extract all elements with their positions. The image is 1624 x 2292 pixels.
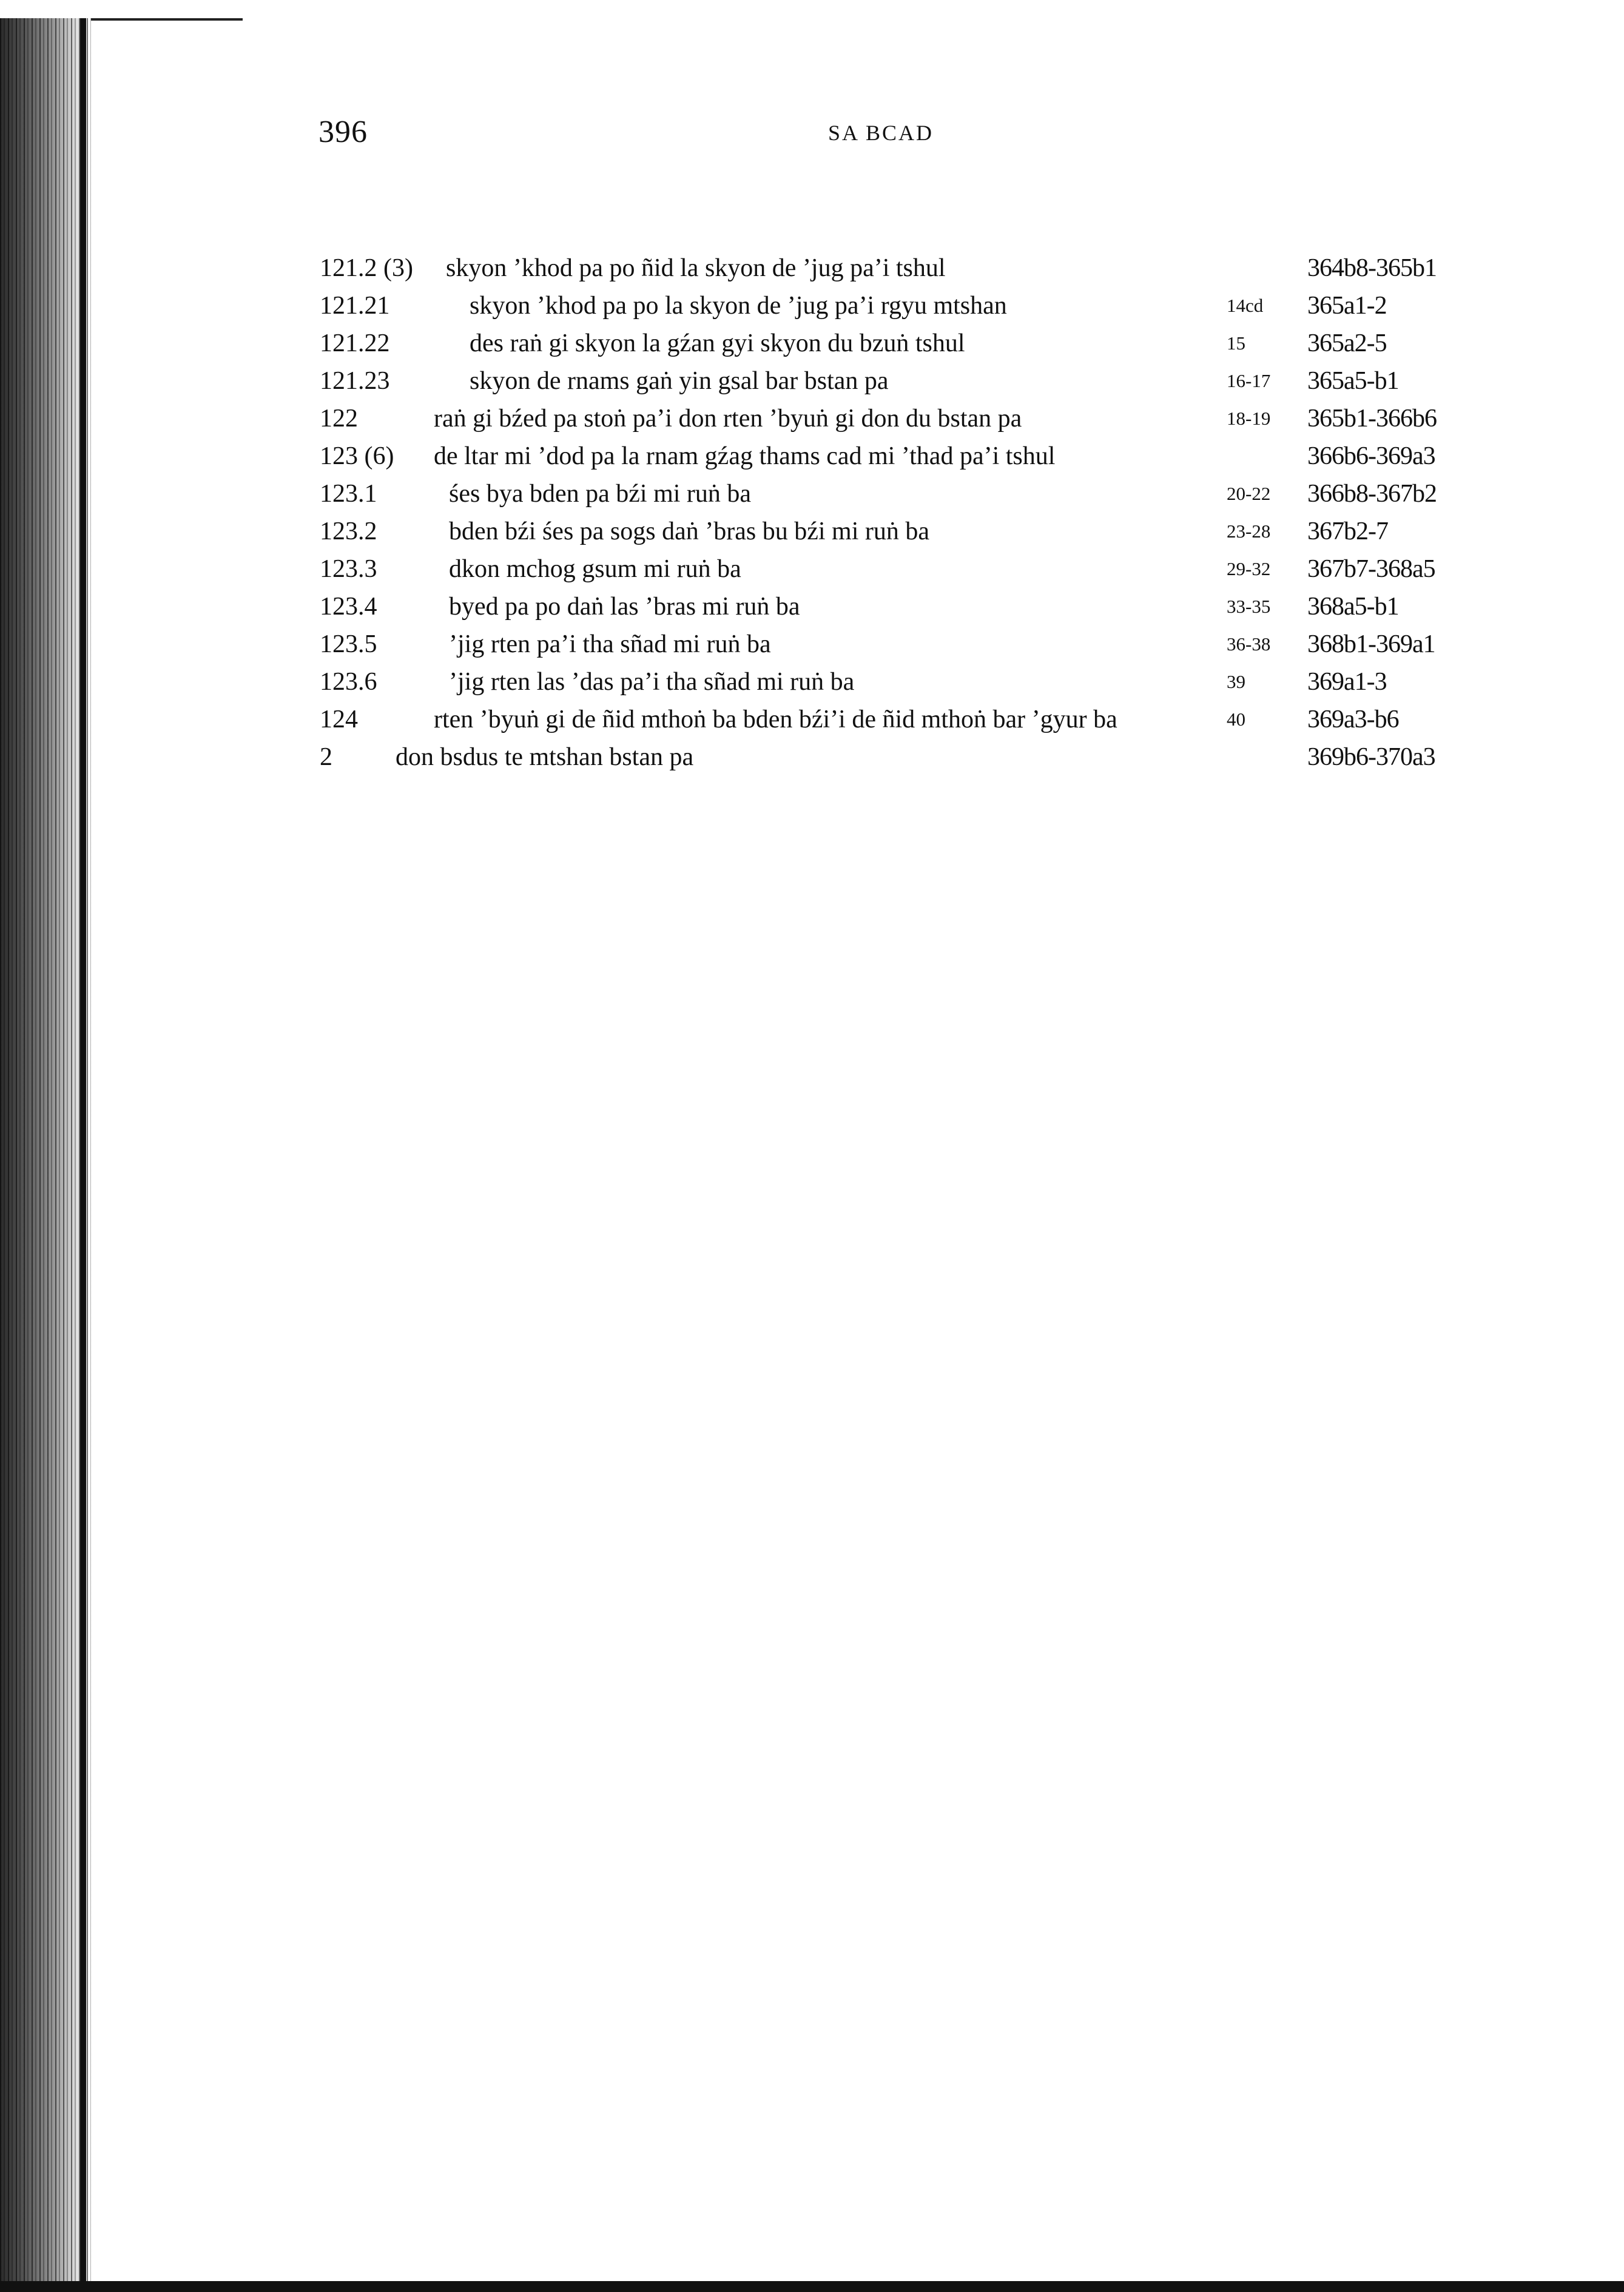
folio-reference: 369a3-b6 — [1307, 706, 1399, 733]
outline-row — [0, 325, 1624, 362]
folio-reference: 365a5-b1 — [1307, 367, 1399, 395]
section-title: dkon mchog gsum mi ruṅ ba — [449, 555, 741, 583]
folio-reference: 368a5-b1 — [1307, 593, 1399, 621]
section-number: 123.4 — [320, 593, 377, 621]
outline-row — [0, 400, 1624, 437]
outline-row — [0, 625, 1624, 663]
folio-reference: 365a1-2 — [1307, 292, 1387, 320]
section-number: 123 (6) — [320, 442, 394, 470]
section-number: 123.2 — [320, 517, 377, 545]
section-title: bden bźi śes pa sogs daṅ ’bras bu bźi mi ruṅ ba — [449, 517, 929, 545]
outline-row — [0, 588, 1624, 625]
page-number: 396 — [318, 115, 368, 149]
section-number: 123.3 — [320, 555, 377, 583]
folio-reference: 369a1-3 — [1307, 668, 1387, 696]
outline-row — [0, 362, 1624, 400]
verse-reference: 16-17 — [1227, 370, 1271, 391]
section-title: śes bya bden pa bźi mi ruṅ ba — [449, 480, 752, 508]
folio-reference: 365b1-366b6 — [1307, 405, 1437, 433]
verse-reference: 20-22 — [1227, 483, 1271, 504]
section-number: 124 — [320, 706, 358, 733]
verse-reference: 36-38 — [1227, 633, 1271, 655]
section-number: 123.5 — [320, 630, 377, 658]
verse-reference: 40 — [1227, 709, 1245, 730]
section-title: byed pa po daṅ las ’bras mi ruṅ ba — [449, 593, 800, 621]
verse-reference: 33-35 — [1227, 596, 1271, 617]
section-title: des raṅ gi skyon la gźan gyi skyon du bzuṅ tshul — [470, 329, 965, 357]
section-title: de ltar mi ’dod pa la rnam gźag thams cad mi ’thad pa’i tshul — [434, 442, 1056, 470]
section-number: 123.1 — [320, 480, 377, 508]
folio-reference: 365a2-5 — [1307, 329, 1387, 357]
folio-reference: 366b8-367b2 — [1307, 480, 1437, 508]
running-head: SA BCAD — [828, 121, 934, 145]
section-number: 2 — [320, 743, 332, 771]
bottom-edge — [0, 2281, 1624, 2292]
verse-reference: 18-19 — [1227, 408, 1271, 429]
folio-reference: 368b1-369a1 — [1307, 630, 1435, 658]
outline-row — [0, 550, 1624, 588]
section-number: 121.23 — [320, 367, 390, 395]
outline-row — [0, 437, 1624, 475]
outline-row — [0, 287, 1624, 325]
verse-reference: 14cd — [1227, 295, 1264, 316]
outline-row — [0, 701, 1624, 738]
folio-reference: 367b2-7 — [1307, 517, 1388, 545]
folio-reference: 364b8-365b1 — [1307, 254, 1437, 282]
section-title: skyon de rnams gaṅ yin gsal bar bstan pa — [470, 367, 889, 395]
section-number: 121.21 — [320, 292, 390, 320]
section-number: 122 — [320, 405, 358, 433]
outline-row — [0, 249, 1624, 287]
section-number: 121.2 (3) — [320, 254, 413, 282]
section-title: skyon ’khod pa po la skyon de ’jug pa’i rgyu mtshan — [470, 292, 1007, 320]
section-title: ’jig rten las ’das pa’i tha sñad mi ruṅ ba — [449, 668, 855, 696]
outline-row — [0, 513, 1624, 550]
section-title: ’jig rten pa’i tha sñad mi ruṅ ba — [449, 630, 771, 658]
outline-row — [0, 475, 1624, 513]
section-number: 123.6 — [320, 668, 377, 696]
outline-row — [0, 663, 1624, 701]
section-title: don bsdus te mtshan bstan pa — [396, 743, 694, 771]
section-title: raṅ gi bźed pa stoṅ pa’i don rten ’byuṅ gi don du bstan pa — [434, 405, 1022, 433]
folio-reference: 366b6-369a3 — [1307, 442, 1435, 470]
verse-reference: 29-32 — [1227, 558, 1271, 579]
folio-reference: 367b7-368a5 — [1307, 555, 1435, 583]
outline-row — [0, 738, 1624, 776]
section-number: 121.22 — [320, 329, 390, 357]
section-title: rten ’byuṅ gi de ñid mthoṅ ba bden bźi’i de ñid mthoṅ bar ’gyur ba — [434, 706, 1117, 733]
verse-reference: 23-28 — [1227, 521, 1271, 542]
verse-reference: 39 — [1227, 671, 1245, 692]
verse-reference: 15 — [1227, 332, 1245, 354]
folio-reference: 369b6-370a3 — [1307, 743, 1435, 771]
section-title: skyon ’khod pa po ñid la skyon de ’jug pa’i tshul — [446, 254, 946, 282]
